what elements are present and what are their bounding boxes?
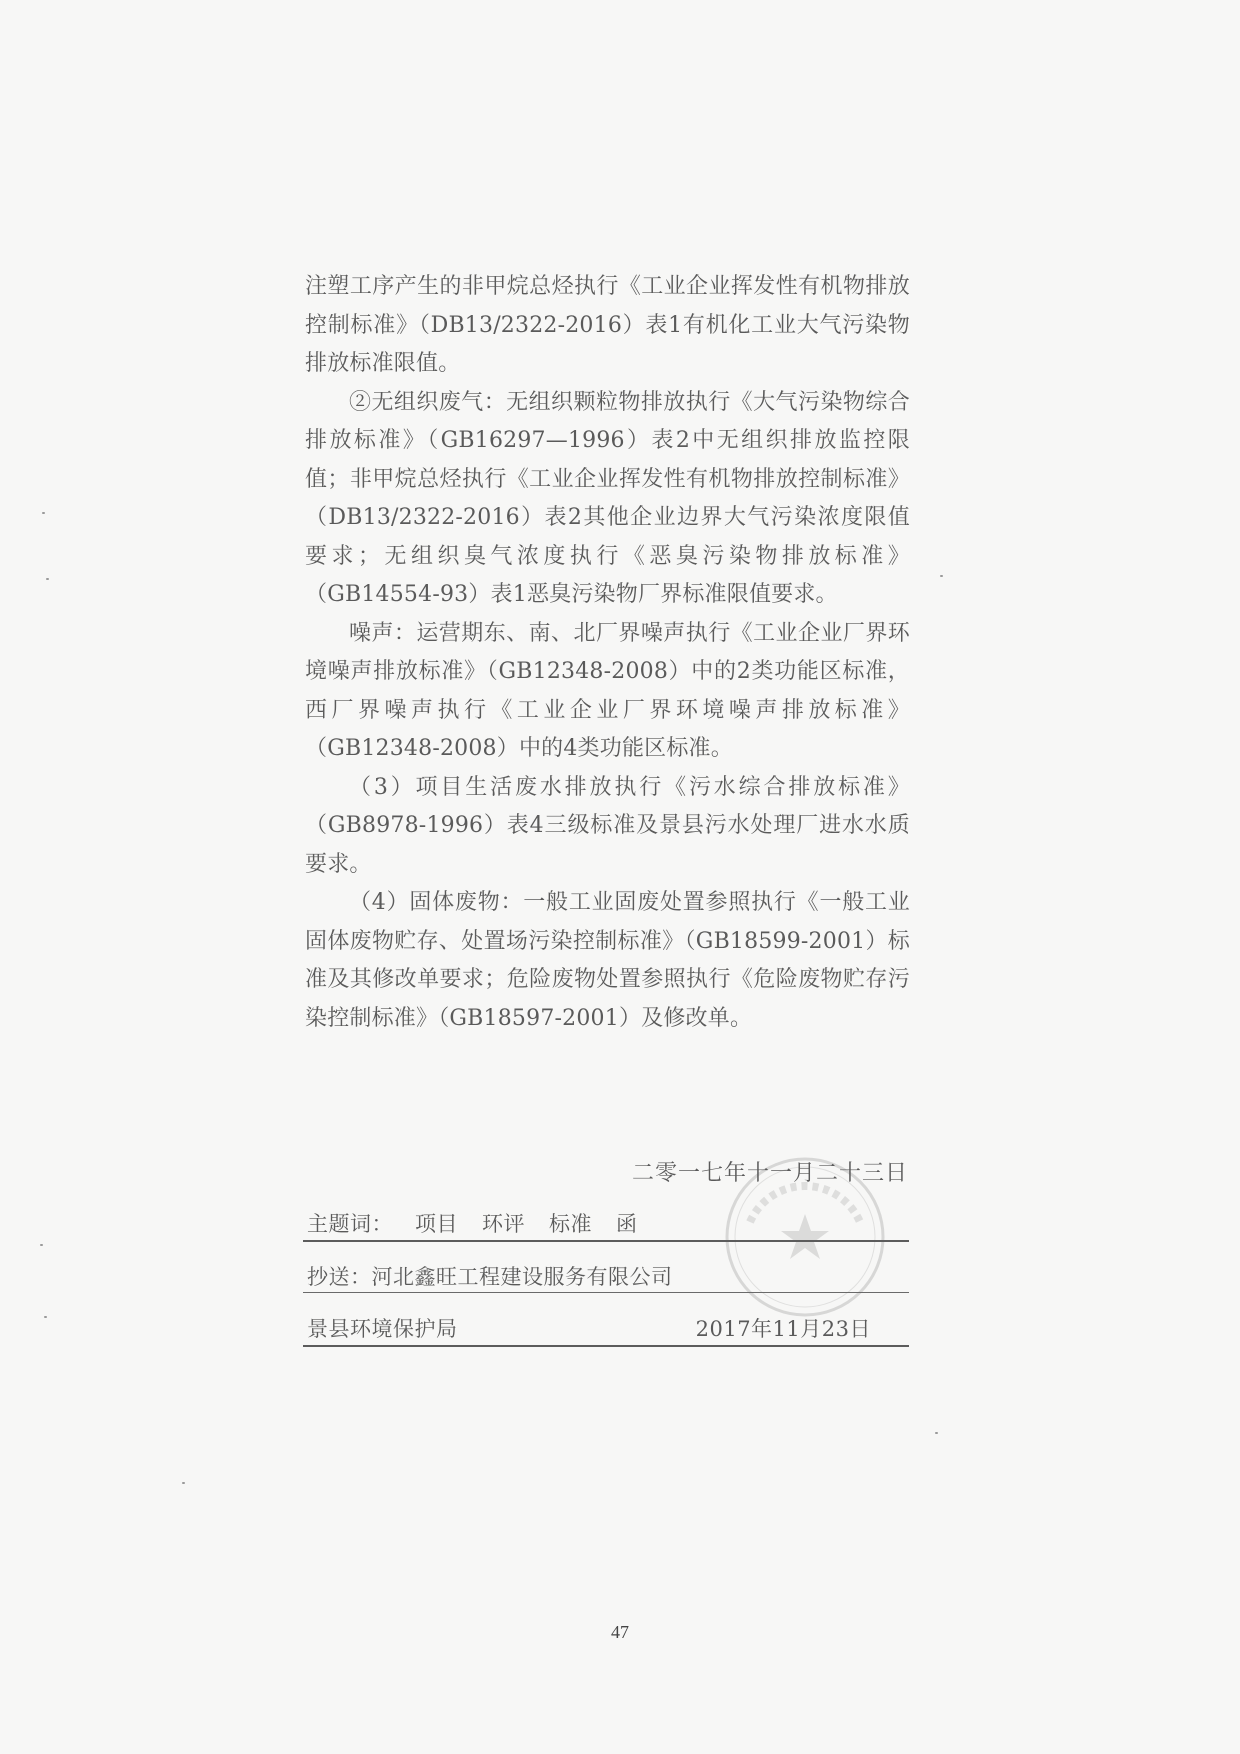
keyword-item: 环评	[482, 1212, 525, 1236]
issuer-date: 2017年11月23日	[695, 1317, 871, 1341]
body-text	[305, 268, 910, 1038]
keyword-item: 标准	[549, 1212, 592, 1236]
paragraph-1: 注塑工序产生的非甲烷总烃执行《工业企业挥发性有机物排放控制标准》（DB13/2322-2016）表1有机化工业大气污染物排放标准限值。	[305, 274, 910, 376]
scan-speck	[935, 1432, 938, 1434]
keywords-row	[307, 1208, 907, 1238]
scan-speck	[44, 1316, 47, 1318]
paragraph-3: 噪声：运营期东、南、北厂界噪声执行《工业企业厂界环境噪声排放标准》（GB12348-2008）中的2类功能区标准，西厂界噪声执行《工业企业厂界环境噪声排放标准》（GB12348-2008）中的4类功能区标准。	[305, 620, 910, 761]
paragraph-4: （3）项目生活废水排放执行《污水综合排放标准》（GB8978-1996）表4三级标准及景县污水处理厂进水水质要求。	[305, 774, 910, 877]
divider-line	[303, 1240, 909, 1242]
cc-label: 抄送：	[307, 1265, 372, 1289]
issuer-row	[307, 1313, 907, 1343]
page-number: 47	[611, 1622, 629, 1642]
divider-line	[303, 1345, 909, 1347]
paragraph-5: （4）固体废物：一般工业固废处置参照执行《一般工业固体废物贮存、处置场污染控制标准》（GB18599-2001）标准及其修改单要求；危险废物处置参照执行《危险废物贮存污染控制标准》（GB18597-2001）及修改单。	[305, 890, 910, 1031]
scan-speck	[182, 1482, 185, 1484]
keyword-item: 项目	[415, 1212, 458, 1236]
scan-speck	[940, 575, 943, 577]
scan-speck	[46, 578, 49, 580]
keyword-item: 函	[616, 1212, 638, 1236]
paragraph-2: ②无组织废气：无组织颗粒物排放执行《大气污染物综合排放标准》（GB16297—1996）表2中无组织排放监控限值；非甲烷总烃执行《工业企业挥发性有机物排放控制标准》（DB13/2322-2016）表2其他企业边界大气污染浓度限值要求；无组织臭气浓度执行《恶臭污染物排放标准》（GB14554-93）表1恶臭污染物厂界标准限值要求。	[305, 389, 910, 607]
scan-speck	[42, 512, 45, 514]
cc-recipient: 河北鑫旺工程建设服务有限公司	[371, 1265, 673, 1289]
issue-date: 二零一七年十一月二十三日	[631, 1161, 908, 1186]
scan-speck	[40, 1244, 43, 1246]
keywords-label: 主题词：	[307, 1212, 393, 1236]
divider-line	[303, 1292, 909, 1293]
cc-row	[307, 1261, 907, 1291]
issuer-name: 景县环境保护局	[307, 1317, 458, 1341]
